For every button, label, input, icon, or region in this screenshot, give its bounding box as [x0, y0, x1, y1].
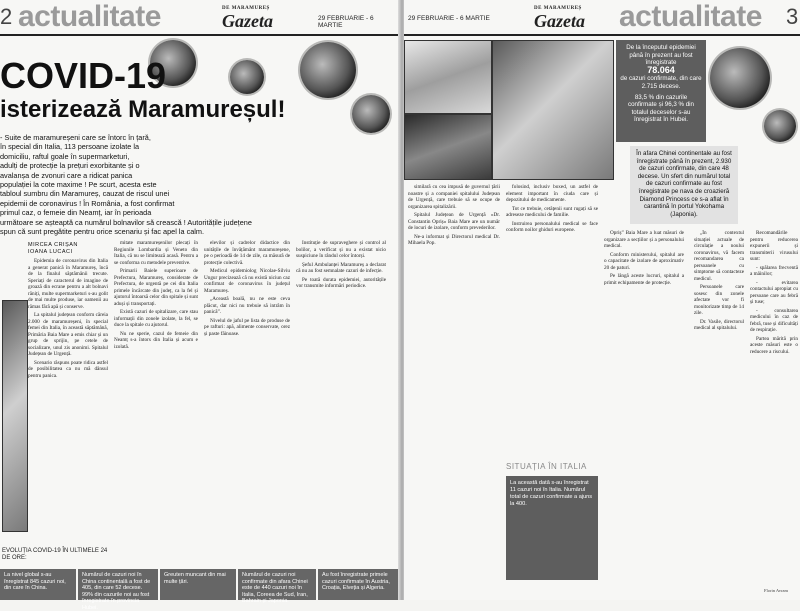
paragraph: Pe lângă aceste lucruri, spitalul a primit echipamente de protecție.: [604, 273, 684, 286]
article-column-r5: [750, 230, 798, 580]
lead-paragraph: [0, 133, 392, 236]
logo-text: Gazeta: [534, 11, 585, 31]
italy-stats-box: La această dată s-au înregistrat 11 cazuri noi în Italia. Numărul total de cazuri confirmate a ajuns la 400.: [506, 476, 598, 580]
article-column-r2: [506, 184, 598, 452]
headline-line-2: isterizează Maramureșul!: [0, 96, 286, 123]
global-stats-box: De la începutul epidemiei până în prezent au fost înregistrate 78.064 de cazuri confirmate, din care 2.715 decese. 83,5 % din cazurile confirmate și 96,3 % din totalul deceselor s-au înregistrat în Hubei.: [616, 40, 706, 142]
paragraph: Șeful Ambulanței Maramureș a declarat că nu au fost semnalate cazuri de infecție.: [296, 261, 386, 274]
paragraph: Dr. Vasile, directorul medical al spitalului.: [694, 318, 744, 331]
paragraph: La spitalul județean conform căreia 2.000 de maramureșeni, în special femei din Italia, în această săptămână, Primăria Baia Mare a emis chiar și un grup de sprijin, pe cetele de socializare, unul zis anonimi. Spitalul Județean de Urgență.: [28, 312, 108, 357]
logo-tag: DE MARAMUREȘ: [534, 6, 582, 11]
paragraph: Tot ce trebuie, cetățenii sunt rugați să se adreseze medicului de familie.: [506, 205, 598, 218]
paragraph: - consultarea medicului în caz de febră, tuse și dificultăți de respirație.: [750, 307, 798, 333]
outside-china-box: În afara Chinei continentale au fost înregistrate până în prezent, 2.930 de cazuri confirmate, din care 48 decese. Un sfert din numărul total de cazuri confirmate au fost înregistrate pe nava de croazieră Diamond Princess ce s-a aflat în carantină în portul Yokohama (Japonia).: [630, 146, 738, 224]
paragraph: Epidemia de coronavirus din Italia a generat panică în Maramureș, încă de la finalul săptămânii trecute. Speriați de caracterul de imagine de groază din ecrane pentru a alt bolnavi răniți, multe supermarketuri s-au golit de mai multe produse, iar oamenii au rămas fără apă și conserve.: [28, 258, 108, 310]
paragraph: elevilor și cadrelor didactice din unitățile de învățământ maramureșene, pe o perioadă de 14 de zile, ca măsură de protecție colectivă.: [204, 240, 290, 266]
paragraph: Scenario răspuns poate ridica astfel de posibilitatea ca nu mă dânsul pentru panica.: [28, 359, 108, 379]
paragraph: următoare se așteaptă ca numărul bolnavilor să crească ! Autoritățile județene: [0, 217, 252, 227]
stat-strip-item: Numărul de cazuri noi în China continentală a fost de 405, din care 52 decese. 99% din cazurile noi au fost înregistrate în provincia Hubei.: [78, 569, 158, 600]
paragraph: „În contextul situației actuale de circulație a noului coronavirus, vă facem recomandarea ca persoanele cu simptome să contacteze medicul.: [694, 230, 744, 282]
paragraph: tabloul sumbru din Maramureș, cauzat de riscul unei: [0, 189, 170, 199]
hospital-photo: [404, 40, 492, 114]
paragraph: Medicul epidemiolog Nicolae-Silviu Ungur precizează că nu există niciun caz confirmat de coronavirus în județul Maramureș.: [204, 268, 290, 294]
virus-illustration: [764, 110, 796, 142]
author-name: IOANA LUCACI: [28, 249, 73, 255]
confirmed-count: 78.064: [647, 64, 675, 75]
paragraph: mitate maramureșenilor plecați în Regiunile Lombardia și Veneto din Italia, că nu se limitează acasă. Pentru a se conforma cu metodele preventive.: [114, 240, 198, 266]
italy-situation-title: SITUAȚIA ÎN ITALIA: [506, 462, 587, 471]
paragraph: Există cazuri de spitalizare, care stau informații din zonele izolate, la fel, se duce la spitale cu ajutorul.: [114, 309, 198, 328]
paragraph: Spitalul Județean de Urgență «Dr. Constantin Opriș» Baia Mare are un număr de locuri de izolare, conform prevederilor.: [408, 212, 500, 231]
paragraph: - evitarea contactului apropiat cu persoane care au febră și tuse;: [750, 279, 798, 305]
evolution-caption: EVOLUȚIA COVID-19 ÎN ULTIMELE 24 DE ORE:: [2, 548, 108, 561]
right-page: [404, 0, 800, 600]
paragraph: Persoanele care sosesc din zonele afectate vor fi monitorizate timp de 14 zile.: [694, 284, 744, 316]
paragraph: Primarii Baiele superioare de Prefectura, Maramureș, considerate de Prefectura, de urgentă pe cei din Italia primele încărcate din județ, ca la fel și ajutorul întoarsă celor din spitale și sunt aduși și transportați.: [114, 268, 198, 307]
paragraph: avalanșa de zvonuri care a ridicat panica: [0, 170, 133, 180]
stat-strip-item: Au fost înregistrate primele cazuri confirmate în Austria, Croația, Elveția și Algeria.: [318, 569, 398, 600]
paragraph: Nivelul de jaful pe lista de produse de pe rafturi: apă, alimente conservate, orez și paste făinoase.: [204, 317, 290, 337]
masthead-logo: [222, 6, 273, 32]
virus-illustration: [710, 48, 770, 108]
left-page-header: [0, 0, 398, 36]
paragraph: Opriș” Baia Mare a luat măsuri de organizare a secțiilor și a personalului medical.: [604, 230, 684, 249]
stat-strip-item: Numărul de cazuri noi confirmate din afara Chinei este de 440 cazuri noi în Italia, Coreea de Sud, Iran, Bahrain și Japonia.: [238, 569, 316, 600]
virus-illustration: [352, 95, 390, 133]
paragraph: populației la cote maxime ! Pe scurt, acesta este: [0, 180, 157, 190]
issue-date: 29 FEBRUARIE - 6 MARTIE: [318, 15, 374, 29]
author-signature: Florin Avram: [764, 588, 789, 593]
virus-illustration: [300, 42, 356, 98]
paragraph: adulți de protecție la prețuri exorbitante și o: [0, 161, 140, 171]
hospital-ward-photo: [492, 40, 614, 180]
stat-strip-item: Greuten muncant din mai multe țări.: [160, 569, 236, 600]
article-column-2: [114, 240, 198, 565]
paragraph: epidemii de coronavirus ! În România, a fost confirmat: [0, 198, 175, 208]
paragraph: Instituție de supraveghere și control al bolilor, a verificat și nu a existat nicio suspiciune în rândul celor întorși.: [296, 240, 386, 259]
paragraph: Conform ministerului, spitalul are o capacitate de izolare de aproximativ 20 de paturi.: [604, 251, 684, 271]
paragraph: primul caz, o femeie din Neamț, iar în perioada: [0, 208, 152, 218]
logo-tag: DE MARAMUREȘ: [222, 6, 270, 11]
paragraph: Pe toată durata epidemiei, autoritățile vor transmite informări periodice.: [296, 276, 386, 289]
logo-text: Gazeta: [222, 11, 273, 31]
paragraph: Recomandările pentru reducerea expunerii și transmiterii virusului sunt:: [750, 230, 798, 262]
article-column-r3: [604, 230, 684, 460]
paragraph: - Suite de maramureșeni care se întorc în țară,: [0, 133, 151, 142]
paragraph: Ne-a informat și Directorul medical Dr. Mihaela Pop.: [408, 233, 500, 246]
main-headline: [0, 55, 286, 124]
paragraph: în special din Italia, 113 persoane izolate la: [0, 142, 140, 152]
paragraph: domiciliu, raftul goale în supermarketuri,: [0, 151, 130, 161]
article-column-r1: [408, 184, 500, 564]
paragraph: spun că sunt pregătite pentru orice scenariu și fac apel la calm.: [0, 227, 205, 237]
paragraph: Nu ne sperie, cazul de femeie din Neamț s-a întors din Italia și acum e izolată.: [114, 330, 198, 350]
paragraph: folosind, inclusiv boxed, un astfel de element important în ciuda care și depozitului de medicamente.: [506, 184, 598, 203]
byline: [28, 242, 98, 256]
article-column-1: [28, 258, 108, 538]
paragraph: - spălarea frecventă a mâinilor;: [750, 264, 798, 277]
article-column-3: [204, 240, 290, 565]
headline-line-1: COVID-19: [0, 55, 167, 96]
masthead-logo: [534, 6, 585, 32]
section-title: actualitate: [619, 0, 762, 33]
page-number: 2: [0, 4, 13, 29]
lab-photo: [404, 114, 492, 180]
author-name: MIRCEA CRIȘAN: [28, 242, 78, 248]
page-number: 3: [786, 4, 799, 29]
doctor-photo: [2, 300, 28, 532]
paragraph: „Această boală, nu ne este ceva plăcut, dar nici nu trebuie să intrăm în panică”.: [204, 296, 290, 315]
stat-strip-item: La nivel global s-au înregistrat 845 cazuri noi, din care în China.: [0, 569, 76, 600]
article-column-4: [296, 240, 386, 565]
article-column-r4: [694, 230, 744, 580]
issue-date: 29 FEBRUARIE - 6 MARTIE: [408, 15, 490, 22]
section-title: actualitate: [18, 0, 161, 33]
right-page-header: [404, 0, 800, 36]
paragraph: similară cu cea impusă de guvernul țării noastre și a companiei spitalului Județean de Urgență, care trebuie să se ocupe de organizarea spitalizării.: [408, 184, 500, 210]
paragraph: Partea mărită prin aceste măsuri este o reducere a riscului.: [750, 335, 798, 355]
paragraph: Instruirea personalului medical se face conform noilor ghiduri europene.: [506, 220, 598, 233]
